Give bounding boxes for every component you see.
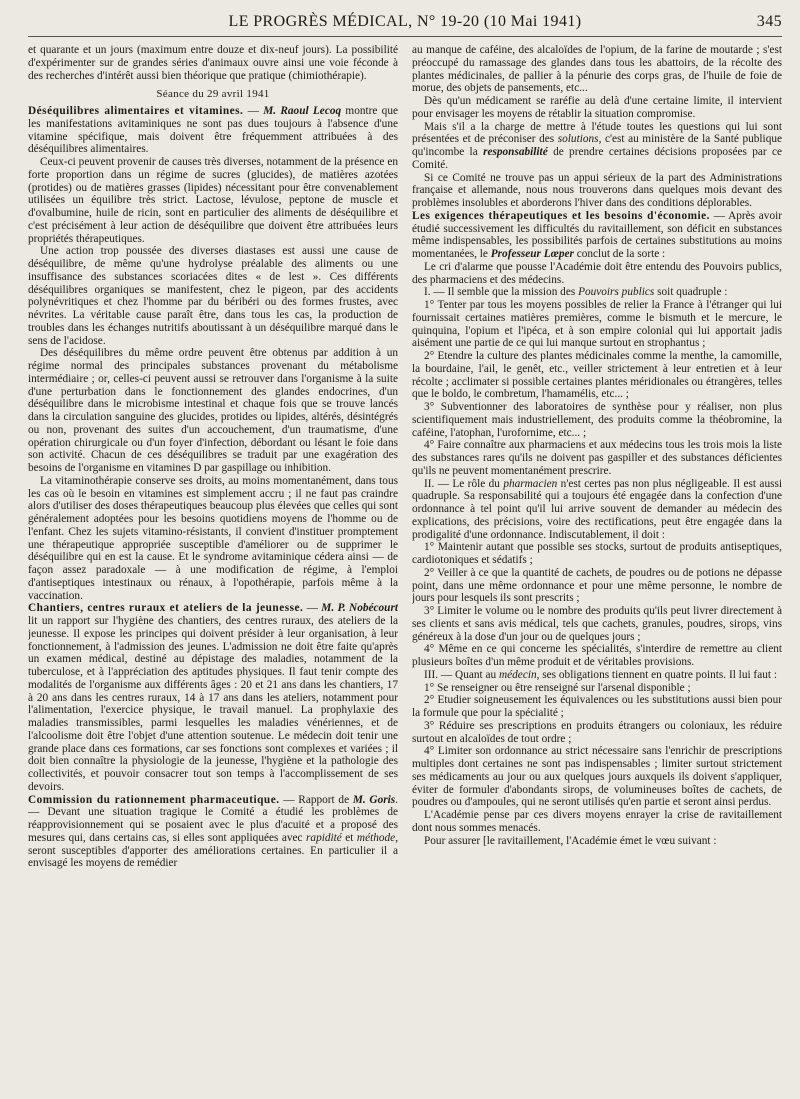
article-paragraph: Si ce Comité ne trouve pas un appui sérieux de la part des Administrations française et allemande, nous nous trouverons dans quelques mois devant des problèmes insolubles et aborderons l'hiver dans des conditions déplorables. xyxy=(412,171,782,209)
article-paragraph: Des déséquilibres du même ordre peuvent être obtenus par addition à un régime normal des principales substances provenant du métabolisme intermédiaire ; or, celles-ci peuvent aussi se retrouver dans l'organisme à la suite d'une perturbation dans le fonctionnement des glandes endocrines, d'un déséquilibre dans le microbisme intestinal et chaque fois que se trouve lancés dans la circulation sanguine des glucides, protides ou lipides, altérés, désintégrés ou non, provenant des suites d'un accouchement, d'un traumatisme, d'une opération chirurgicale ou d'un foyer d'infection, débordant ou lésant le foie dans son activité. Chacun de ces déséquilibres se traduit par une exagération des besoins de l'organisme en vitamines D par gaspillage ou inhibition. xyxy=(28,347,398,474)
paragraph-text: , c'est au ministère de la Santé publique qu'incombe la xyxy=(412,133,782,158)
article-heading: Les exigences thérapeutiques et les besoins d'économie. xyxy=(412,209,710,222)
emphasis-text: responsabilité xyxy=(483,146,548,158)
right-column xyxy=(412,44,782,1091)
paragraph-text: Devant une situation tragique le Comité a étudié les problèmes de réapprovisionnement qui se posaient avec le plus d'acuité et a proposé des mesures qui, dans certains cas, si elles sont appliquées avec xyxy=(28,806,398,844)
paragraph-text: Mais s'il a la charge de mettre à l'étude toutes les questions qui lui sont présentées et de préconiser des xyxy=(412,120,782,146)
article-paragraph: Ceux-ci peuvent provenir de causes très diverses, notamment de la présence en forte proportion dans un régime de sucres (glucides), de matières azotées (protides) ou de matières grasses (lipides) nécessitant pour être convenablement utilisées un équilibre très strict. Lactose, lévulose, peptone de muscle et d'ovalbumine, huile de ricin, sont en particulier des aliments de déséquilibre et c'est précisément à leur action de déséquilibre que doivent être attribuées leurs propriétés thérapeutiques. xyxy=(28,156,398,245)
list-item: 1° Maintenir autant que possible ses stocks, surtout de produits antiseptiques, cardiotoniques et sédatifs ; xyxy=(412,541,782,566)
article-paragraph: Chantiers, centres ruraux et ateliers de la jeunesse. — M. P. Nobécourt lit un rapport sur l'hygiène des chantiers, des centres ruraux, des ateliers de la jeunesse. Il expose les principes qui doivent présider à leur organisation, à leur fonctionnement, à l'admission des jeunes. L'admission ne doit être faite qu'après un examen médical, destiné au dépistage des maladies, notamment de la tuberculose, et à l'appréciation des aptitudes physiques. Il faut tenir compte des modalités de l'organisme aux différents âges : 20 et 21 ans dans les chantiers, 17 à 20 ans dans les centres ruraux, 14 à 17 ans dans les ateliers, notamment pour l'alimentation, l'exercice physique, le travail manuel. La prophylaxie des maladies transmissibles, parmi lesquelles les maladies vénériennes, et de l'alcoolisme doit être l'objet d'une attention soutenue. Le médecin doit tenir une grande place dans ces formations, car ses fonctions sont complexes et variées ; il doit bien connaître la physiologie de la jeunesse, l'hygiène et la pathologie des collectivités, et pouvoir consacrer tout son temps à l'accomplissement de ses devoirs. xyxy=(28,602,398,793)
article-paragraph: Déséquilibres alimentaires et vitamines. — M. Raoul Lecoq montre que les manifestations avitaminiques ne sont pas dues toujours à l'absence d'une vitamine spécifique, mais doivent être fréquemment attribuées à des déséquilibres alimentaires. xyxy=(28,105,398,156)
article-author: M. P. Nobécourt xyxy=(321,602,398,615)
paragraph-text: III. — Quant au xyxy=(424,668,497,681)
author-prefix: Rapport de xyxy=(298,793,350,806)
continued-paragraph: et quarante et un jours (maximum entre douze et dix-neuf jours). La possibilité d'expérimenter sur de grandes séries d'animaux ouvre ainsi une voie féconde à des recherches d'intérêt aussi bien théorique que pratique (chimiothérapie). xyxy=(28,44,398,82)
page-header xyxy=(28,10,782,37)
list-item: 3° Limiter le volume ou le nombre des produits qu'ils peut livrer directement à ses clients et sans avis médical, tels que cachets, granules, poudres, sirops, vins généreux à la dose d'un jour ou de quelques jours ; xyxy=(412,605,782,643)
article-paragraph xyxy=(412,210,782,261)
list-item: 1° Tenter par tous les moyens possibles de relier la France à l'étranger qui lui fournissait certaines matières premières, comme le bismuth et le mercure, le quinquina, l'opium et l'ipéca, et à son empire colonial qui lui apportait jadis aisément une partie de ce qui lui manque surtout en strophantus ; xyxy=(412,299,782,350)
session-date: Séance du 29 avril 1941 xyxy=(156,88,270,101)
paragraph-text: lit un rapport sur l'hygiène des chantiers, des centres ruraux, des ateliers de la jeunesse. Il expose les principes qui doivent présider à leur organisation, à leur fonctionnement, à l'admission des jeunes. L'admission ne doit être faite qu'après un examen médical, destiné au dépistage des maladies, notamment de la tuberculose, et à l'appréciation des aptitudes physiques. Il faut tenir compte des modalités de l'organisme aux différents âges : 20 et 21 ans dans les chantiers, 17 à 20 ans dans les centres ruraux, 14 à 17 ans dans les ateliers, notamment pour l'alimentation, l'exercice physique, le travail manuel. La prophylaxie des maladies transmissibles, parmi lesquelles les maladies vénériennes, et de l'alcoolisme doit être l'objet d'une attention soutenue. Le médecin doit tenir une grande place dans ces formations, car ses fonctions sont complexes et variées ; il doit bien connaître la physiologie de la jeunesse, l'hygiène et la pathologie des collectivités, et pouvoir consacrer tout son temps à l'accomplissement de ses devoirs. xyxy=(28,615,398,793)
list-item: 4° Limiter son ordonnance au strict nécessaire sans l'enrichir de prescriptions multiples dont certaines ne sont pas indispensables ; limiter surtout strictement ses médicaments au jour ou aux quelques jours auxquels ils doivent s'appliquer, éviter de formuler d'abondants sirops, de volumineuses boîtes de cachets, de poudres ou d'ampoules, qui ne seront utilisés qu'en partie et seront ainsi perdus. xyxy=(412,745,782,809)
text-columns xyxy=(28,44,782,1091)
article-paragraph xyxy=(412,286,782,299)
paragraph-text: II. — Le rôle du xyxy=(424,477,500,490)
list-item: 3° Subventionner des laboratoires de synthèse pour y réaliser, non plus scientifiquement mais industriellement, des produits comme la théobromine, la caféine, l'atophan, l'urofornime, etc... ; xyxy=(412,401,782,439)
article-paragraph: L'Académie pense par ces divers moyens enrayer la crise de ravitaillement dont nous sommes menacés. xyxy=(412,809,782,834)
list-item: 4° Faire connaître aux pharmaciens et aux médecins tous les trois mois la liste des substances rares qu'ils ne doivent pas gaspiller et des substances déficientes qu'ils ne peuvent momentanément prescrire. xyxy=(412,439,782,477)
list-item: 3° Réduire ses prescriptions en produits étrangers ou coloniaux, les réduire surtout en alcaloïdes de tout ordre ; xyxy=(412,719,782,745)
article-paragraph: Commission du rationnement pharmaceutique. — Rapport de M. Goris. — Devant une situation tragique le Comité a étudié les problèmes de réapprovisionnement qui se posaient avec le plus d'acuité et a proposé des mesures qui, dans certains cas, si elles sont appliquées avec rapidité et méthode, seront susceptibles d'apporter des améliorations certaines. En particulier il a envisagé les moyens de remédier xyxy=(28,793,398,870)
article-paragraph xyxy=(412,669,782,682)
list-item: 1° Se renseigner ou être renseigné sur l'arsenal disponible ; xyxy=(424,681,691,694)
emphasis-text: pharmacien xyxy=(503,477,558,490)
paragraph-text: conclut de la sorte : xyxy=(576,248,666,260)
paragraph-text: soit quadruple : xyxy=(657,286,728,299)
paragraph-text: de prendre certaines décisions proposées par ce Comité. xyxy=(412,146,782,171)
emphasis-text: solutions xyxy=(557,133,599,146)
list-item: 2° Etendre la culture des plantes médicinales comme la menthe, la camomille, la bourdaine, l'ail, le genêt, etc., veiller strictement à leur entretien et à leur récolte ; acclimater si possible certaines plantes méridionales ou étrangères, telles que le boldo, le combretum, l'hamamélis, etc... ; xyxy=(412,350,782,401)
article-heading: Chantiers, centres ruraux et ateliers de la jeunesse. xyxy=(28,602,304,615)
emphasis-text: méthode xyxy=(356,831,396,844)
paragraph-text: montre que les manifestations avitaminiques ne sont pas dues toujours à l'absence d'une vitamine spécifique, mais doivent être fréquemment attribuées à des déséquilibres alimentaires. xyxy=(28,105,398,156)
list-item: 2° Etudier soigneusement les équivalences ou les substitutions aussi bien pour la formule que pour la spécialité ; xyxy=(412,694,782,719)
paragraph-text: n'est certes pas non plus négligeable. Il est aussi quadruple. Sa responsabilité qui a toujours été engagée dans la confection d'une ordonnance à tel point qu'il lui arrive souvent de demander au médecin des explications, des précisions, voire des rectifications, peut être engagée dans la prodigalité d'une ordonnance. Indiscutablement, il doit : xyxy=(412,477,782,541)
emphasis-text: rapidité xyxy=(306,831,342,844)
list-item: 4° Même en ce qui concerne les spécialités, s'interdire de remettre au client plusieurs boîtes d'un même produit et de véritables provisions. xyxy=(412,643,782,668)
paragraph-text: , seront susceptibles d'apporter des améliorations certaines. En particulier il a envisagé les moyens de remédier xyxy=(28,831,398,870)
article-paragraph: La vitaminothérapie conserve ses droits, au moins momentanément, dans tous les cas où le besoin en vitamines est simplement accru ; il ne faut pas craindre alors d'utiliser des doses thérapeutiques beaucoup plus élevées que celles qui sont généralement adoptées pour les besoins quotidiens moyens de l'homme ou de l'enfant. Chez les sujets vitamino-résistants, il convient d'instituer promptement une thérapeutique appropriée susceptible d'améliorer ou de supprimer le déséquilibre qui en est la cause. Et le syndrome avitaminique cédera ainsi — de façon assez paradoxale — à une modification de régime, à l'emploi d'antiseptiques intestinaux ou rénaux, à l'opothérapie, parfois même à la vaccination. xyxy=(28,474,398,602)
article-author: M. Goris xyxy=(352,793,396,806)
article-paragraph: Le cri d'alarme que pousse l'Académie doit être entendu des Pouvoirs publics, des pharmaciens et des médecins. xyxy=(412,260,782,286)
article-paragraph: Dès qu'un médicament se raréfie au delà d'une certaine limite, il intervient pour envisager les moyens de rétablir la situation compromise. xyxy=(412,95,782,120)
article-paragraph: Pour assurer [le ravitaillement, l'Académie émet le vœu suivant : xyxy=(424,834,717,847)
emphasis-text: Pouvoirs publics xyxy=(578,286,655,299)
paragraph-text: I. — Il semble que la mission des xyxy=(424,286,576,299)
article-paragraph xyxy=(412,121,782,172)
article-paragraph xyxy=(412,478,782,542)
continued-paragraph: au manque de caféine, des alcaloïdes de l'opium, de la farine de moutarde ; s'est préoccupé du ramassage des glandes dans tous les abattoirs, de la récolte des plantes médicinales, de pallier à la pénurie des corps gras, de l'huile de foie de morue, des objets de pansements, etc... xyxy=(412,44,782,95)
article-heading: Déséquilibres alimentaires et vitamines. xyxy=(28,105,244,117)
left-column xyxy=(28,44,398,1091)
article-heading: Commission du rationnement pharmaceutique. xyxy=(28,793,280,806)
article-author: M. Raoul Lecoq xyxy=(263,105,342,117)
list-item: 2° Veiller à ce que la quantité de cachets, de poudres ou de potions ne dépasse point, dans une même ordonnance et pour une même personne, le nombre de jours pour lesquels ils sont prescrits ; xyxy=(412,566,782,605)
running-title: LE PROGRÈS MÉDICAL, N° 19-20 (10 Mai 1941) xyxy=(228,13,582,30)
article-author: Professeur Lœper xyxy=(490,248,574,260)
page-number: 345 xyxy=(756,13,782,30)
paragraph-text: , ses obligations tiennent en quatre points. Il lui faut : xyxy=(536,668,777,681)
article-paragraph: Une action trop poussée des diverses diastases est aussi une cause de déséquilibre, de même qu'une hydrolyse préalable des aliments ou une insuffisance des substances scoriacées dites « de lest ». Ces différents déséquilibres organiques se manifestent, chez le pigeon, par des accidents polynévritiques et chez l'homme par du béribéri ou des formes frustes, avec névrites. La véritable cause paraît être, dans tous les cas, la production de troubles dans les échanges nutritifs aboutissant à un déséquilibre marqué dans le sens de l'acidose. xyxy=(28,245,398,347)
paragraph-text: et xyxy=(345,831,354,844)
paragraph-text: — Après avoir étudié successivement les difficultés du ravitaillement, son déficit en substances même indispensables, les possibilités parfois de certaines substitutions au moins momentanées, le xyxy=(412,209,782,260)
emphasis-text: médecin xyxy=(498,668,537,681)
